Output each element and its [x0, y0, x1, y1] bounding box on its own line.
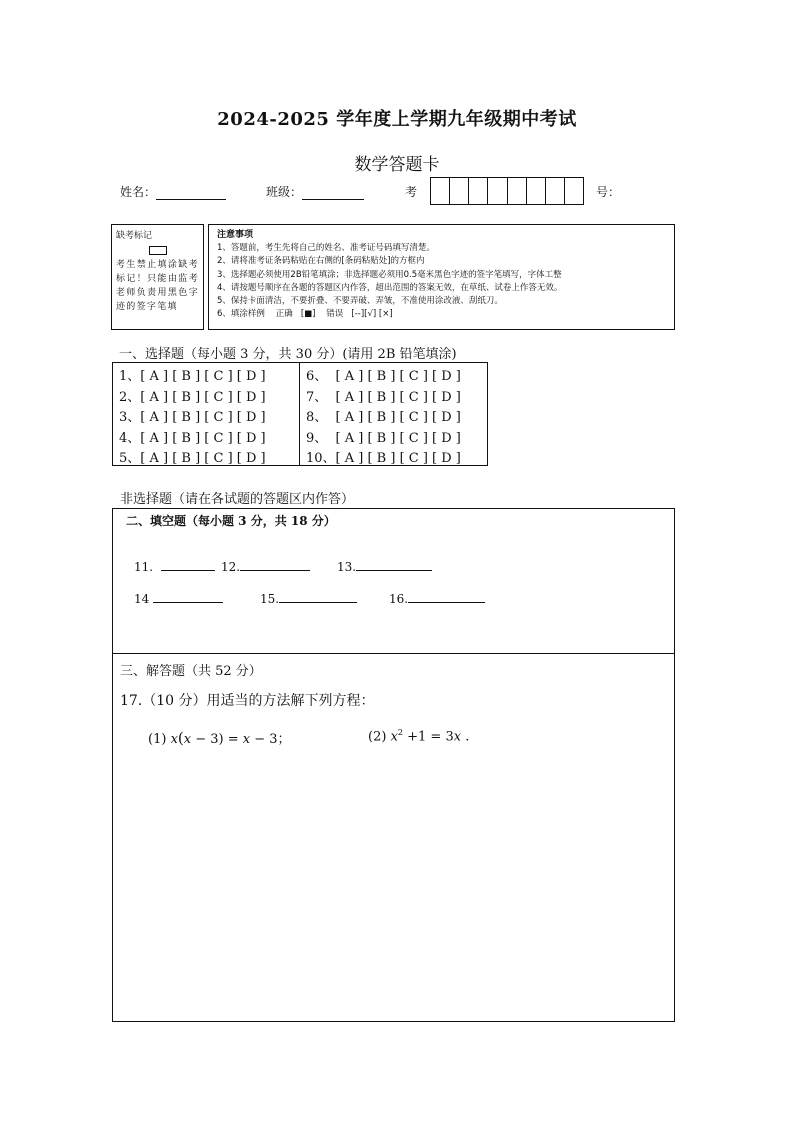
absent-mark-checkbox[interactable]: [149, 246, 167, 255]
equation-1: (1) x(x − 3) = x − 3；: [148, 729, 291, 747]
equation-2: (2) $x^2 +1 = 3x$ .: [368, 728, 470, 745]
id-cell[interactable]: [565, 178, 583, 204]
blank-13[interactable]: [337, 560, 432, 574]
blank-15[interactable]: [260, 592, 357, 606]
notes-item: 3、选择题必须使用2B铅笔填涂；非选择题必须用0.5毫米黑色字迹的签字笔填写，字体工整: [217, 269, 562, 280]
blank-11[interactable]: [134, 560, 215, 574]
notes-box: [208, 224, 675, 330]
blank-label: 12.: [221, 560, 241, 574]
blank-line[interactable]: [161, 560, 215, 571]
mc-question-row[interactable]: 5、[ A ] [ B ] [ C ] [ D ]: [119, 451, 266, 466]
blank-line[interactable]: [153, 592, 223, 603]
blank-label: 14: [134, 592, 150, 606]
notes-item: 4、请按题号顺序在各题的答题区内作答，超出范围的答案无效，在草纸、试卷上作答无效。: [217, 282, 563, 293]
mc-question-row[interactable]: 2、[ A ] [ B ] [ C ] [ D ]: [119, 389, 266, 405]
name-blank[interactable]: [156, 187, 226, 200]
blank-line[interactable]: [279, 592, 357, 603]
notes-item: 6、填涂样例 正确 [■] 错误 [--][√] [×]: [217, 309, 393, 320]
absent-mark-box: [111, 224, 204, 330]
answer-area-box: [112, 508, 675, 1022]
name-field[interactable]: [120, 183, 226, 200]
id-cell[interactable]: [431, 178, 450, 204]
exam-title: 2024-2025 学年度上学期九年级期中考试: [217, 109, 577, 130]
multiple-choice-grid: [112, 362, 488, 466]
mc-left-column: [113, 363, 300, 465]
blank-label: 16.: [389, 592, 409, 606]
notice-area: [111, 224, 675, 330]
mc-question-row[interactable]: 9、 [ A ] [ B ] [ C ] [ D ]: [306, 430, 461, 446]
blank-12[interactable]: [221, 560, 310, 574]
exam-number-boxes[interactable]: [430, 177, 584, 205]
blank-line[interactable]: [408, 592, 485, 603]
mc-question-row[interactable]: 6、 [ A ] [ B ] [ C ] [ D ]: [306, 369, 461, 384]
blank-label: 15.: [260, 592, 280, 606]
mc-question-row[interactable]: 3、[ A ] [ B ] [ C ] [ D ]: [119, 410, 266, 425]
section-divider: [112, 653, 675, 654]
class-label: 班级：: [266, 185, 303, 199]
blank-16[interactable]: [389, 592, 485, 606]
id-cell[interactable]: [469, 178, 488, 204]
number-label: 号：: [596, 185, 621, 199]
mc-right-column: [300, 363, 487, 465]
section2-heading: 二、填空题（每小题 3 分，共 18 分）: [126, 514, 336, 528]
id-cell[interactable]: [546, 178, 565, 204]
section1-heading: 一、选择题（每小题 3 分，共 30 分）(请用 2B 铅笔填涂): [119, 347, 457, 362]
notes-title: 注意事项: [217, 230, 254, 240]
absent-text: 考生禁止填涂缺考标记！只能由监考老师负责用黑色字迹的签字笔填: [116, 260, 199, 312]
id-cell[interactable]: [450, 178, 469, 204]
blank-line[interactable]: [240, 560, 310, 571]
answer-sheet-subtitle: 数学答题卡: [354, 155, 440, 175]
question-17: 17.（10 分）用适当的方法解下列方程：: [120, 693, 375, 709]
blank-label: 13.: [337, 560, 357, 574]
id-cell[interactable]: [508, 178, 527, 204]
notes-item: 2、请将准考证条码粘贴在右侧的[条码粘贴处]的方框内: [217, 256, 425, 267]
class-blank[interactable]: [302, 187, 364, 200]
mc-question-row[interactable]: 7、 [ A ] [ B ] [ C ] [ D ]: [306, 389, 461, 405]
section3-heading: 三、解答题（共 52 分）: [120, 664, 262, 679]
mc-question-row[interactable]: 4、[ A ] [ B ] [ C ] [ D ]: [119, 430, 266, 446]
class-field[interactable]: [266, 183, 364, 200]
notes-item: 1、答题前，考生先将自己的姓名、准考证号码填写清楚。: [217, 243, 435, 254]
mc-question-row[interactable]: 8、 [ A ] [ B ] [ C ] [ D ]: [306, 410, 461, 425]
blank-line[interactable]: [356, 560, 432, 571]
notes-item: 5、保持卡面清洁，不要折叠、不要弄破、弄皱，不准使用涂改液、刮纸刀。: [217, 296, 503, 307]
id-cell[interactable]: [527, 178, 546, 204]
id-cell[interactable]: [488, 178, 507, 204]
name-label: 姓名：: [120, 185, 157, 199]
mc-question-row[interactable]: 1、[ A ] [ B ] [ C ] [ D ]: [119, 369, 266, 384]
absent-title: 缺考标记: [116, 231, 153, 241]
blank-label: 11.: [134, 560, 154, 574]
blank-14[interactable]: [134, 592, 223, 606]
non-selection-heading: 非选择题（请在各试题的答题区内作答）: [120, 492, 355, 507]
exam-label: 考: [405, 185, 418, 199]
mc-question-row[interactable]: 10、[ A ] [ B ] [ C ] [ D ]: [306, 451, 461, 466]
